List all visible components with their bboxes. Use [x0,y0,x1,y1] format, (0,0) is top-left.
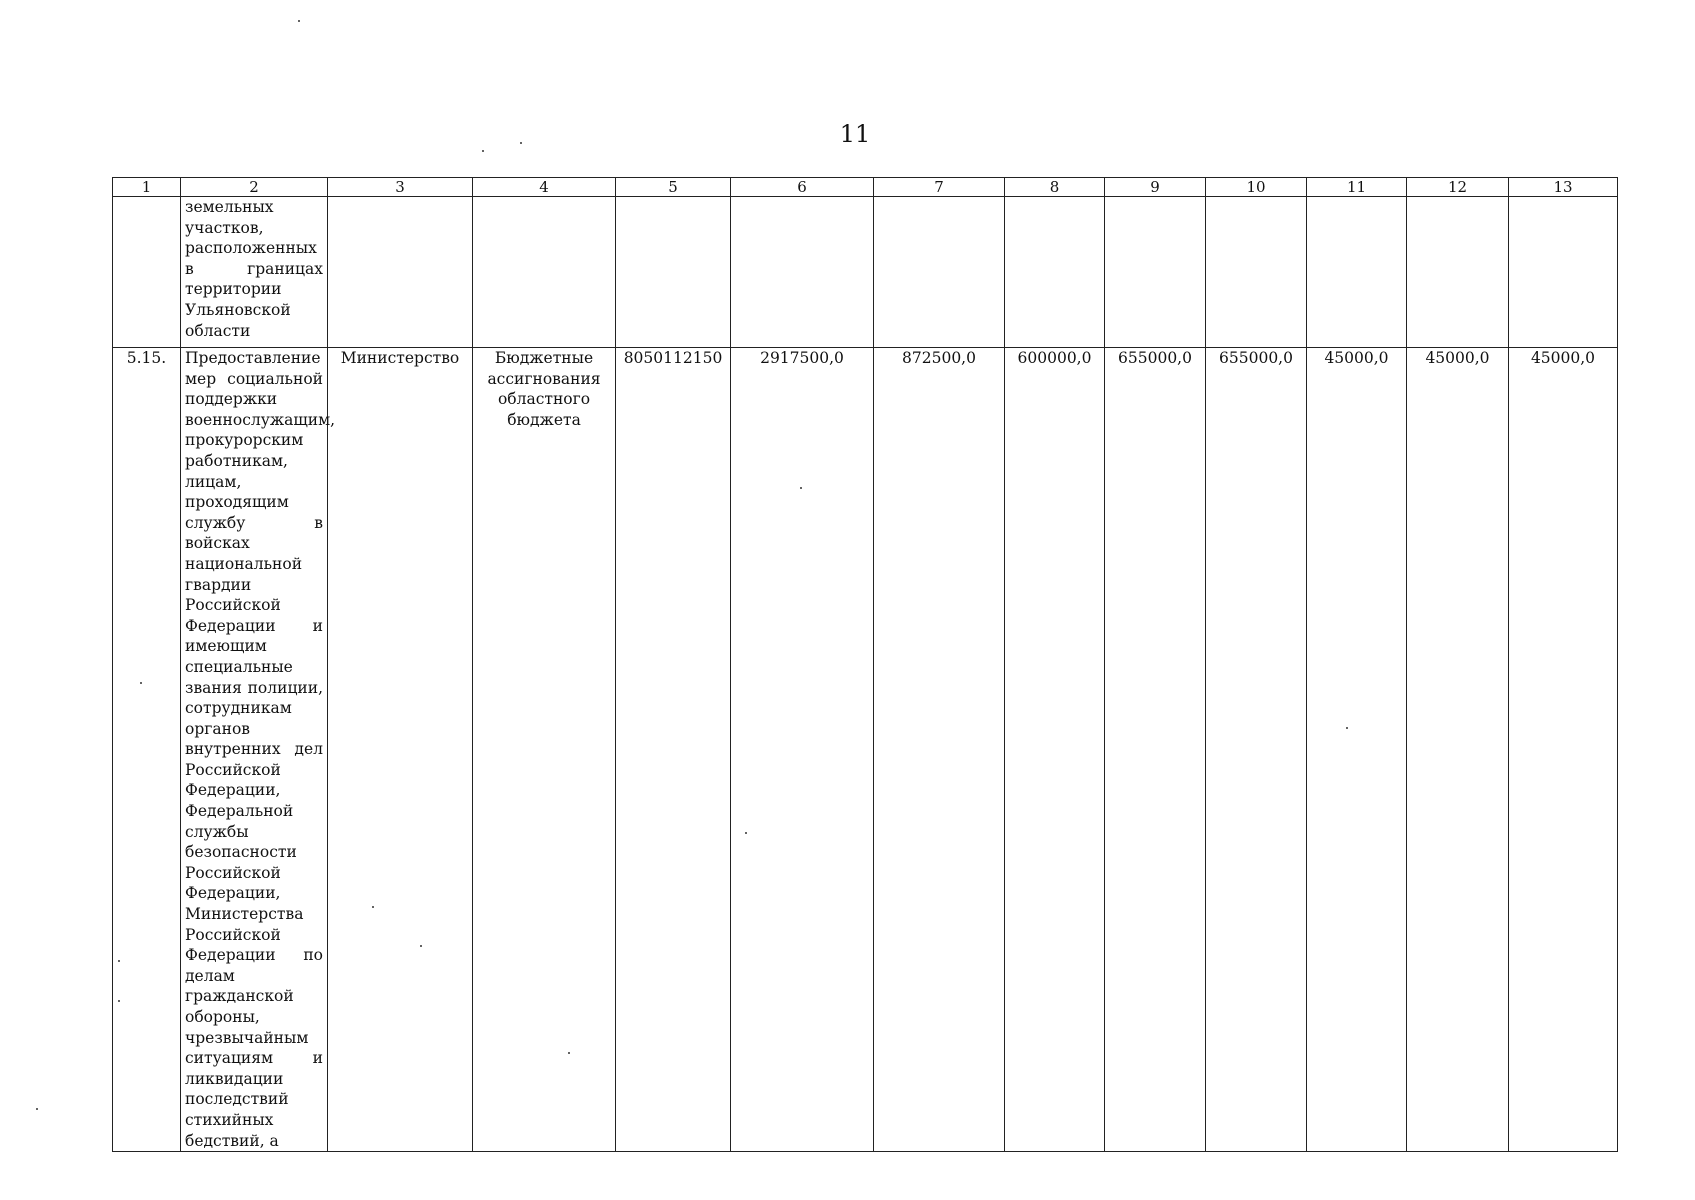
year-value: 872500,0 [874,348,1005,1152]
year-value: 45000,0 [1307,348,1407,1152]
table-cell [473,197,616,348]
column-header: 2 [181,178,328,197]
table-cell [328,197,473,348]
year-value: 600000,0 [1005,348,1105,1152]
column-header: 11 [1307,178,1407,197]
table-cell [874,197,1005,348]
table-cell [1206,197,1307,348]
column-header: 6 [731,178,874,197]
budget-table [112,177,1618,1152]
table-cell [1509,197,1618,348]
column-header: 10 [1206,178,1307,197]
year-value: 45000,0 [1509,348,1618,1152]
table-cell [616,197,731,348]
scan-speck [482,150,484,152]
scan-speck [298,20,300,22]
funding-source: Бюджетные ассигнования областного бюджета [473,348,616,1152]
column-number-row [113,178,1618,197]
table-cell [113,197,181,348]
page-number: 11 [839,120,871,148]
continued-description: земельных участков, расположенных в границах территории Ульяновской области [181,197,328,348]
responsible-executor: Министерство [328,348,473,1152]
table-cell [731,197,874,348]
column-header: 3 [328,178,473,197]
year-value: 655000,0 [1105,348,1206,1152]
item-number: 5.15. [113,348,181,1152]
item-description: Предоставление мер социальной поддержки военнослужащим, прокурорским работникам, лицам, проходящим службу в войсках национальной гвардии Российской Федерации и имеющим специальные звания полиции, сотрудникам органов внутренних дел Российской Федерации, Федеральной службы безопасности Российской Федерации, Министерства Российской Федерации по делам гражданской обороны, чрезвычайным ситуациям и ликвидации последствий стихийных бедствий, а [181,348,328,1152]
column-header: 12 [1407,178,1509,197]
year-value: 655000,0 [1206,348,1307,1152]
column-header: 4 [473,178,616,197]
table-cell [1407,197,1509,348]
scan-speck [520,142,522,144]
table-row-continuation [113,197,1618,348]
column-header: 5 [616,178,731,197]
year-value: 45000,0 [1407,348,1509,1152]
budget-code: 8050112150 [616,348,731,1152]
total-amount: 2917500,0 [731,348,874,1152]
table-cell [1005,197,1105,348]
column-header: 7 [874,178,1005,197]
table-cell [1105,197,1206,348]
table-row-item [113,348,1618,1152]
column-header: 1 [113,178,181,197]
table-cell [1307,197,1407,348]
column-header: 9 [1105,178,1206,197]
scan-speck [36,1108,38,1110]
column-header: 13 [1509,178,1618,197]
column-header: 8 [1005,178,1105,197]
